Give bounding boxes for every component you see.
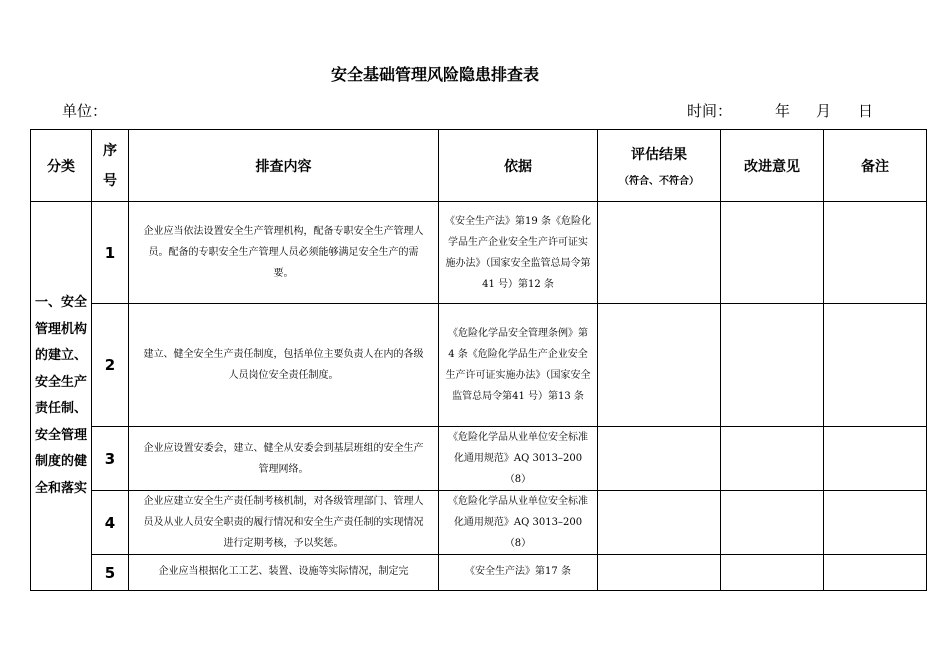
row-remark[interactable] [824, 427, 927, 491]
day-label: 日 [858, 102, 874, 120]
row-number: 4 [92, 491, 129, 555]
page-title: 安全基础管理风险隐患排查表 [330, 65, 539, 84]
header-row [31, 130, 927, 202]
row-content: 企业应设置安委会，建立、健全从安委会到基层班组的安全生产管理网络。 [129, 427, 439, 491]
header-category: 分类 [31, 130, 92, 202]
row-remark[interactable] [824, 555, 927, 591]
row-number: 2 [92, 304, 129, 427]
row-remark[interactable] [824, 202, 927, 304]
row-basis: 《安全生产法》第17 条 [439, 555, 598, 591]
row-basis: 《危险化学品从业单位安全标准化通用规范》AQ 3013–200（8） [439, 427, 598, 491]
month-label: 月 [816, 102, 832, 120]
header-seq: 序 号 [92, 130, 129, 202]
table-row [31, 427, 927, 491]
row-improve[interactable] [721, 427, 824, 491]
time-line [687, 100, 873, 121]
table-row [31, 491, 927, 555]
header-result [598, 130, 721, 202]
row-basis: 《安全生产法》第19 条《危险化学品生产企业安全生产许可证实施办法》（国家安全监管总局令第41 号）第12 条 [439, 202, 598, 304]
table-row [31, 202, 927, 304]
row-basis: 《危险化学品从业单位安全标准化通用规范》AQ 3013–200（8） [439, 491, 598, 555]
row-improve[interactable] [721, 491, 824, 555]
row-content: 企业应当依法设置安全生产管理机构，配备专职安全生产管理人员。配备的专职安全生产管理人员必须能够满足安全生产的需要。 [129, 202, 439, 304]
row-improve[interactable] [721, 304, 824, 427]
row-number: 1 [92, 202, 129, 304]
row-improve[interactable] [721, 202, 824, 304]
header-remark: 备注 [824, 130, 927, 202]
row-result[interactable] [598, 427, 721, 491]
inspection-table [30, 129, 927, 591]
header-content: 排查内容 [129, 130, 439, 202]
row-number: 3 [92, 427, 129, 491]
row-result[interactable] [598, 202, 721, 304]
row-content: 企业应当根据化工工艺、装置、设施等实际情况，制定完 [129, 555, 439, 591]
category-cell: 一、安全管理机构的建立、安全生产责任制、安全管理制度的健全和落实 [31, 202, 92, 591]
row-basis: 《危险化学品安全管理条例》第4 条《危险化学品生产企业安全生产许可证实施办法》（国家安全监管总局令第41 号）第13 条 [439, 304, 598, 427]
header-result-title: 评估结果 [631, 147, 687, 163]
header-basis: 依据 [439, 130, 598, 202]
row-result[interactable] [598, 491, 721, 555]
header-result-sub: （符合、不符合） [619, 176, 699, 187]
row-remark[interactable] [824, 304, 927, 427]
row-number: 5 [92, 555, 129, 591]
row-result[interactable] [598, 555, 721, 591]
year-label: 年 [775, 102, 791, 120]
table-row [31, 555, 927, 591]
row-improve[interactable] [721, 555, 824, 591]
row-content: 企业应建立安全生产责任制考核机制，对各级管理部门、管理人员及从业人员安全职责的履行情况和安全生产责任制的实现情况进行定期考核，予以奖惩。 [129, 491, 439, 555]
row-remark[interactable] [824, 491, 927, 555]
header-improve: 改进意见 [721, 130, 824, 202]
row-result[interactable] [598, 304, 721, 427]
table-row [31, 304, 927, 427]
unit-label: 单位： [62, 102, 108, 120]
row-content: 建立、健全安全生产责任制度，包括单位主要负责人在内的各级人员岗位安全责任制度。 [129, 304, 439, 427]
time-label: 时间： [687, 102, 733, 120]
